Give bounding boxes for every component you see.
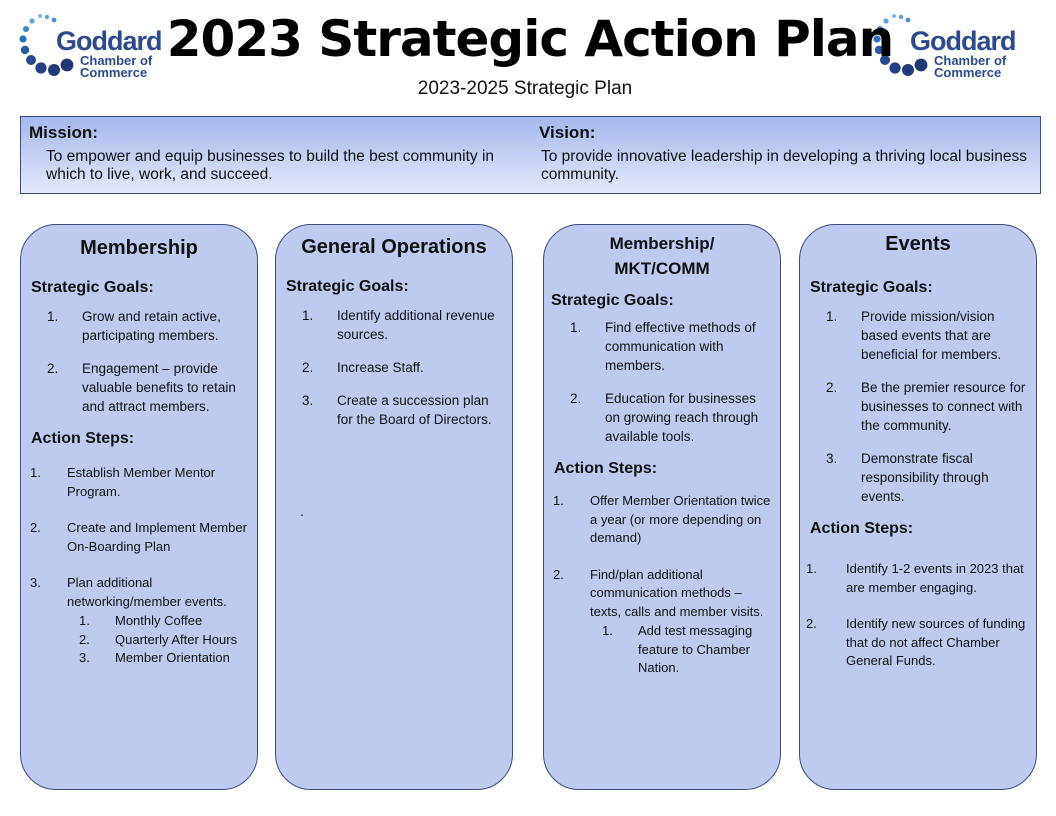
strategic-goals-list bbox=[800, 307, 1036, 506]
sub-action-list bbox=[21, 612, 249, 668]
logo-name: Goddard bbox=[56, 26, 162, 56]
sub-action-list bbox=[544, 622, 772, 678]
list-item: 3. Create a succession plan for the Board of Directors. bbox=[302, 393, 492, 427]
list-item: 1. Find effective methods of communication with members. bbox=[570, 320, 756, 373]
logo-name: Goddard bbox=[910, 26, 1016, 56]
list-item: 2. Identify new sources of funding that do not affect Chamber General Funds. bbox=[806, 616, 1026, 668]
list-item: 1. Identify 1-2 events in 2023 that are member engaging. bbox=[806, 561, 1024, 595]
logo-subtitle: Chamber of Commerce bbox=[80, 53, 153, 80]
pillar-title: Events bbox=[885, 233, 951, 255]
list-item: 3. Member Orientation bbox=[79, 650, 230, 665]
mission-label: Mission: bbox=[29, 123, 98, 142]
mission-text: To empower and equip businesses to build the best community in which to live, work, and succeed. bbox=[46, 148, 495, 183]
strategic-goals-heading: Strategic Goals: bbox=[810, 279, 933, 296]
action-steps-heading: Action Steps: bbox=[810, 520, 914, 537]
strategic-goals-heading: Strategic Goals: bbox=[551, 292, 674, 309]
mission-vision-banner bbox=[20, 116, 1041, 194]
list-item: 1. Establish Member Mentor Program. bbox=[30, 465, 216, 499]
list-item: 1. Add test messaging feature to Chamber Nation. bbox=[602, 623, 753, 675]
pillar-title: Membership/ MKT/COMM bbox=[609, 234, 715, 278]
strategic-goals-list bbox=[276, 306, 512, 429]
vision-label: Vision: bbox=[539, 123, 596, 142]
list-item: 2. Create and Implement Member On-Boarding Plan bbox=[30, 520, 247, 554]
list-item: 3. Demonstrate fiscal responsibility through events. bbox=[826, 451, 989, 504]
pillar-events bbox=[799, 224, 1037, 790]
list-item: 2. Increase Staff. bbox=[302, 360, 424, 375]
action-steps-heading: Action Steps: bbox=[554, 460, 658, 477]
goddard-chamber-logo-left bbox=[18, 12, 178, 86]
list-item: 2. Education for businesses on growing reach through available tools. bbox=[570, 391, 759, 444]
action-steps-heading: Action Steps: bbox=[31, 430, 135, 447]
action-steps-list bbox=[544, 492, 780, 678]
list-item: 2. Find/plan additional communication methods – texts, calls and member visits. 1. Add test messaging feature to Chamber Nation. bbox=[544, 566, 780, 678]
list-item: 1. Monthly Coffee bbox=[79, 613, 203, 628]
list-item: 1. Identify additional revenue sources. bbox=[302, 308, 495, 342]
pillar-membership-mkt-comm bbox=[543, 224, 781, 790]
pillar-general-operations bbox=[275, 224, 513, 790]
list-item: 2. Engagement – provide valuable benefits to retain and attract members. bbox=[47, 361, 236, 414]
stray-period: . bbox=[300, 503, 304, 519]
logo-subtitle: Chamber of Commerce bbox=[934, 53, 1007, 80]
strategic-goals-list bbox=[544, 318, 780, 446]
strategic-goals-heading: Strategic Goals: bbox=[31, 279, 154, 296]
vision-text: To provide innovative leadership in developing a thriving local business community. bbox=[541, 148, 1027, 183]
strategic-goals-list bbox=[21, 307, 257, 416]
page-subtitle: 2023-2025 Strategic Plan bbox=[417, 78, 633, 99]
action-steps-list bbox=[800, 560, 1036, 671]
vision-section bbox=[539, 123, 1029, 184]
strategic-goals-heading: Strategic Goals: bbox=[286, 278, 409, 295]
list-item: 1. Offer Member Orientation twice a year (or more depending on demand) bbox=[553, 493, 771, 545]
pillar-title: General Operations bbox=[301, 236, 487, 258]
page-title: 2023 Strategic Action Plan bbox=[166, 10, 894, 68]
list-item: 2. Be the premier resource for businesses to connect with the community. bbox=[826, 380, 1026, 433]
list-item: 3. Plan additional networking/member events. 1. Monthly Coffee 2. Quarterly After Hours 3. Member Orientation bbox=[21, 574, 257, 668]
action-steps-list bbox=[21, 464, 257, 668]
list-item: 2. Quarterly After Hours bbox=[79, 631, 238, 647]
list-item: 1. Grow and retain active, participating members. bbox=[47, 309, 221, 343]
pillar-title: Membership bbox=[80, 237, 198, 259]
pillar-membership bbox=[20, 224, 258, 790]
list-item: 1. Provide mission/vision based events that are beneficial for members. bbox=[826, 309, 1002, 362]
mission-section bbox=[29, 123, 499, 184]
